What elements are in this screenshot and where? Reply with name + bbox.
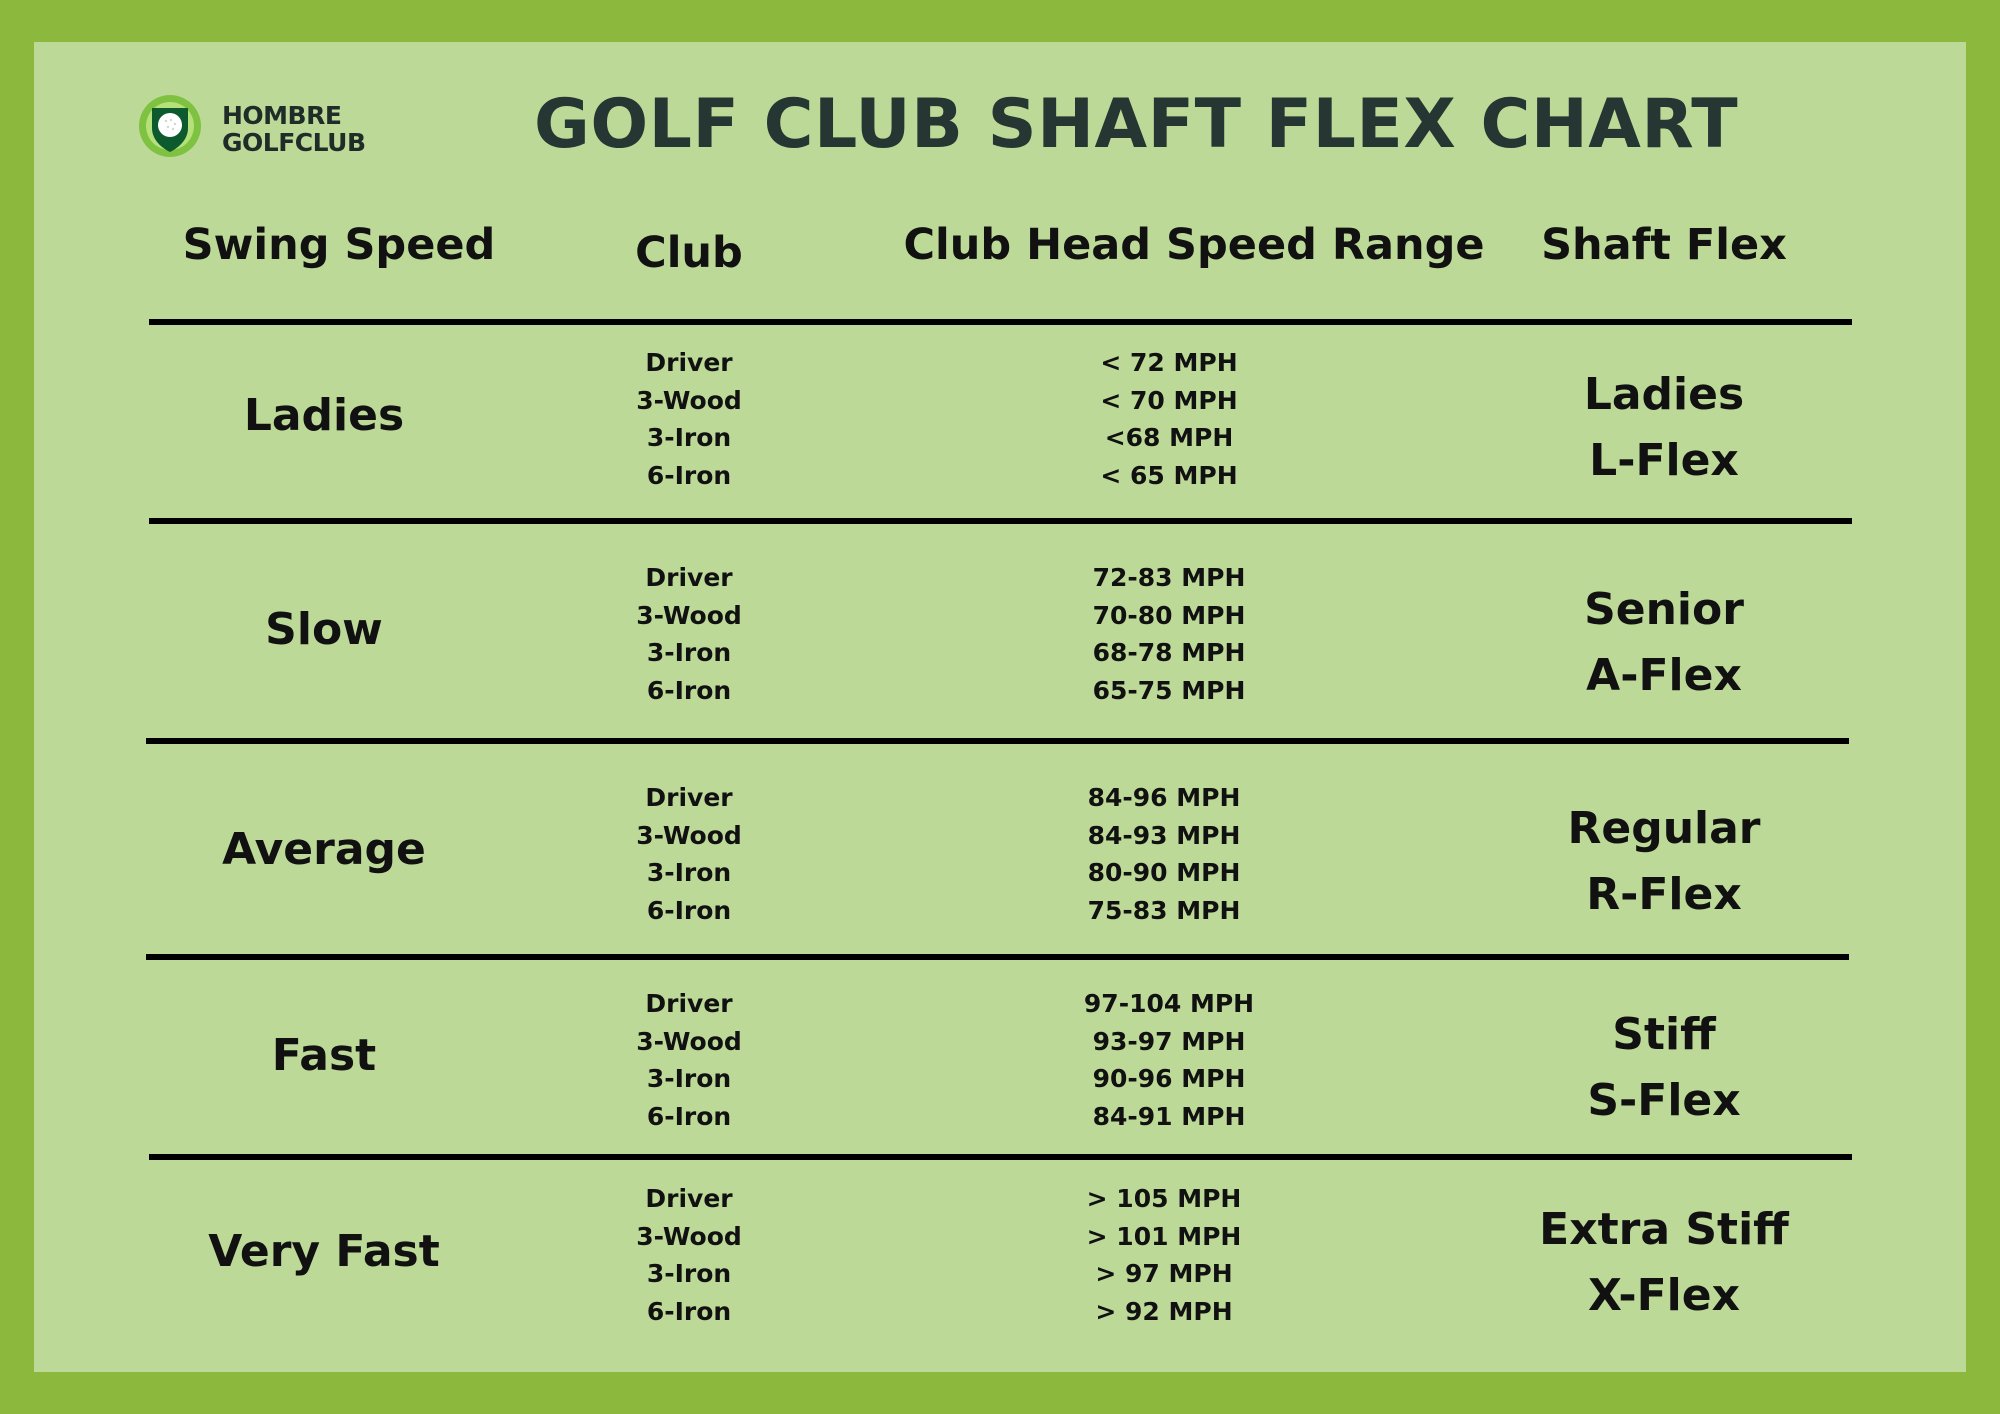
speed-range-list	[1014, 1180, 1314, 1330]
speed-range-list	[1019, 344, 1319, 494]
speed-range-item: 65-75 MPH	[1092, 675, 1246, 705]
swing-speed-cell: Slow	[265, 604, 383, 655]
speed-range-item: < 65 MPH	[1100, 460, 1238, 490]
club-item: 3-Iron	[646, 1259, 732, 1288]
club-item: 3-Wood	[636, 1026, 742, 1056]
club-item: 6-Iron	[646, 895, 732, 925]
speed-range-item: > 101 MPH	[1086, 1221, 1242, 1251]
club-item: 6-Iron	[646, 1101, 732, 1131]
swing-speed-cell: Average	[222, 824, 426, 875]
golf-ball-shield-icon	[138, 94, 202, 158]
club-item: Driver	[645, 563, 733, 592]
club-list	[564, 985, 814, 1135]
header-shaft-flex: Shaft Flex	[1541, 220, 1787, 270]
shaft-flex-cell	[1464, 796, 1864, 928]
shaft-flex-cell	[1464, 577, 1864, 709]
row-divider	[149, 518, 1852, 524]
club-item: Driver	[645, 348, 733, 377]
speed-range-item: 75-83 MPH	[1087, 895, 1241, 925]
shaft-flex-cell	[1464, 362, 1864, 494]
speed-range-item: > 105 MPH	[1086, 1184, 1242, 1213]
club-item: 3-Wood	[636, 600, 742, 630]
header-club-head-speed-range: Club Head Speed Range	[903, 220, 1485, 270]
shaft-flex-name: Regular	[1567, 803, 1761, 854]
speed-range-item: 84-96 MPH	[1087, 783, 1241, 812]
club-item: 6-Iron	[646, 1296, 732, 1326]
club-list	[564, 1180, 814, 1330]
chart-panel	[34, 42, 1966, 1372]
club-item: 3-Iron	[646, 638, 732, 667]
shaft-flex-code: R-Flex	[1586, 869, 1742, 920]
speed-range-list	[1019, 559, 1319, 709]
speed-range-item: 97-104 MPH	[1083, 989, 1255, 1018]
swing-speed-cell: Ladies	[243, 390, 405, 441]
speed-range-item: 93-97 MPH	[1092, 1026, 1246, 1056]
club-item: 3-Wood	[636, 820, 742, 850]
shaft-flex-name: Senior	[1584, 584, 1744, 635]
header-club: Club	[635, 228, 743, 278]
speed-range-item: 70-80 MPH	[1092, 600, 1246, 630]
swing-speed-cell: Very Fast	[208, 1226, 440, 1277]
speed-range-item: 68-78 MPH	[1092, 638, 1246, 667]
club-item: 3-Iron	[646, 858, 732, 887]
club-item: Driver	[645, 783, 733, 812]
speed-range-item: 90-96 MPH	[1092, 1064, 1246, 1093]
speed-range-item: > 97 MPH	[1095, 1259, 1233, 1288]
club-list	[564, 779, 814, 929]
club-item: 3-Wood	[636, 1221, 742, 1251]
shaft-flex-code: L-Flex	[1589, 435, 1739, 486]
speed-range-item: <68 MPH	[1104, 423, 1234, 452]
speed-range-item: 84-93 MPH	[1087, 820, 1241, 850]
brand-logo	[138, 92, 398, 164]
brand-line-2: GOLFCLUB	[222, 128, 366, 157]
shaft-flex-code: S-Flex	[1587, 1075, 1741, 1126]
speed-range-item: > 92 MPH	[1095, 1296, 1233, 1326]
shaft-flex-name: Stiff	[1612, 1009, 1716, 1060]
club-item: 6-Iron	[646, 460, 732, 490]
brand-line-1: HOMBRE	[222, 101, 342, 130]
shaft-flex-code: A-Flex	[1586, 650, 1742, 701]
speed-range-item: 84-91 MPH	[1092, 1101, 1246, 1131]
shaft-flex-name: Extra Stiff	[1539, 1204, 1789, 1255]
brand-wordmark	[222, 102, 366, 156]
speed-range-list	[1019, 985, 1319, 1135]
club-item: Driver	[645, 989, 733, 1018]
club-item: 3-Wood	[636, 385, 742, 415]
row-divider	[149, 1154, 1852, 1160]
club-item: 6-Iron	[646, 675, 732, 705]
row-divider	[146, 738, 1849, 744]
page-title: GOLF CLUB SHAFT FLEX CHART	[534, 85, 1739, 164]
club-item: 3-Iron	[646, 423, 732, 452]
row-divider	[146, 954, 1849, 960]
header-divider	[149, 319, 1852, 325]
speed-range-item: 80-90 MPH	[1087, 858, 1241, 887]
swing-speed-cell: Fast	[271, 1030, 377, 1081]
club-list	[564, 344, 814, 494]
shaft-flex-cell	[1464, 1002, 1864, 1134]
speed-range-item: < 70 MPH	[1100, 385, 1238, 415]
speed-range-item: 72-83 MPH	[1092, 563, 1246, 592]
club-item: 3-Iron	[646, 1064, 732, 1093]
speed-range-item: < 72 MPH	[1100, 348, 1238, 377]
shaft-flex-name: Ladies	[1583, 369, 1745, 420]
shaft-flex-cell	[1464, 1197, 1864, 1329]
speed-range-list	[1014, 779, 1314, 929]
club-item: Driver	[645, 1184, 733, 1213]
club-list	[564, 559, 814, 709]
header-swing-speed: Swing Speed	[182, 220, 496, 270]
shaft-flex-code: X-Flex	[1588, 1270, 1740, 1321]
